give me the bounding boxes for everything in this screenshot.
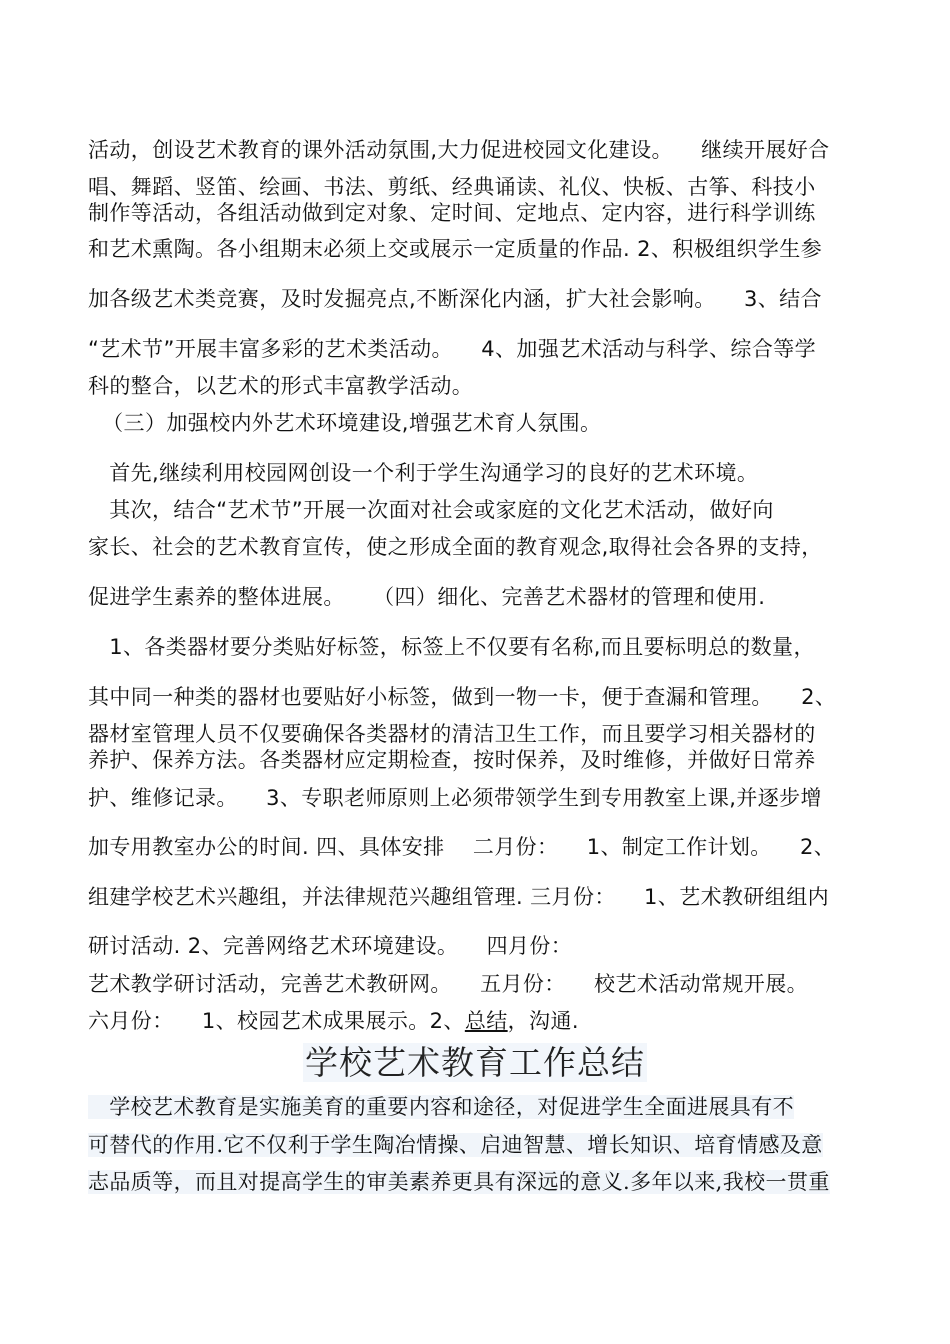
text-line: 家长、社会的艺术教育宣传，使之形成全面的教育观念,取得社会各界的支持， [88, 535, 823, 559]
text-line: 促进学生素养的整体进展。 （四）细化、完善艺术器材的管理和使用. [88, 585, 766, 609]
body-line [88, 1131, 888, 1159]
document-title [0, 1040, 950, 1086]
text-segment: ，沟通. [507, 1009, 579, 1033]
text-line: 加专用教室办公的时间. 四、具体安排 二月份： 1、制定工作计划。 2、 [88, 835, 836, 859]
text-line: 科的整合，以艺术的形式丰富教学活动。 [88, 374, 474, 398]
text-line: 艺术教学研讨活动，完善艺术教研网。 五月份： 校艺术活动常规开展。 [88, 972, 808, 996]
text-segment: 六月份： 1、校园艺术成果展示。2、 [88, 1009, 465, 1033]
body-line-text: 志品质等，而且对提高学生的审美素养更具有深远的意义.多年以来,我校一贯重 [88, 1170, 830, 1194]
text-line: 组建学校艺术兴趣组，并法律规范兴趣组管理. 三月份： 1、艺术教研组组内 [88, 885, 830, 909]
text-line: 其中同一种类的器材也要贴好小标签，做到一物一卡，便于查漏和管理。 2、 [88, 685, 837, 709]
text-line: 制作等活动，各组活动做到定对象、定时间、定地点、定内容，进行科学训练 [88, 201, 816, 225]
body-line-text: 可替代的作用.它不仅利于学生陶冶情操、启迪智慧、增长知识、培育情感及意 [88, 1133, 823, 1157]
text-line: 器材室管理人员不仅要确保各类器材的清洁卫生工作，而且要学习相关器材的 [88, 722, 816, 746]
text-line: 养护、保养方法。各类器材应定期检查，按时保养，及时维修，并做好日常养 [88, 748, 816, 772]
body-line-text: 学校艺术教育是实施美育的重要内容和途径，对促进学生全面进展具有不 [88, 1095, 795, 1119]
text-line: 护、维修记录。 3、专职老师原则上必须带领学生到专用教室上课,并逐步增 [88, 786, 822, 810]
text-line: 唱、舞蹈、竖笛、绘画、书法、剪纸、经典诵读、礼仪、快板、古筝、科技小 [88, 175, 816, 199]
text-line: 首先,继续利用校园网创设一个利于学生沟通学习的良好的艺术环境。 [88, 461, 759, 485]
summary-link-text: 总结 [464, 1009, 508, 1033]
text-line: 其次，结合“艺术节”开展一次面对社会或家庭的文化艺术活动，做好向 [88, 498, 774, 522]
text-line: 加各级艺术类竞赛，及时发掘亮点,不断深化内涵，扩大社会影响。 3、结合 [88, 287, 822, 311]
text-line: 研讨活动. 2、完善网络艺术环境建设。 四月份： [88, 934, 573, 958]
text-line: （三）加强校内外艺术环境建设,增强艺术育人氛围。 [88, 411, 602, 435]
text-line: 活动，创设艺术教育的课外活动氛围,大力促进校园文化建设。 继续开展好合 [88, 138, 830, 162]
text-line: 1、各类器材要分类贴好标签，标签上不仅要有名称,而且要标明总的数量， [88, 635, 815, 659]
text-line: “艺术节”开展丰富多彩的艺术类活动。 4、加强艺术活动与科学、综合等学 [88, 337, 817, 361]
body-line [88, 1093, 888, 1121]
text-line: 和艺术熏陶。各小组期末必须上交或展示一定质量的作品. 2、积极组织学生参 [88, 237, 823, 261]
document-title-text: 学校艺术教育工作总结 [305, 1043, 645, 1082]
body-line [88, 1168, 888, 1196]
text-line-last [88, 1007, 888, 1035]
